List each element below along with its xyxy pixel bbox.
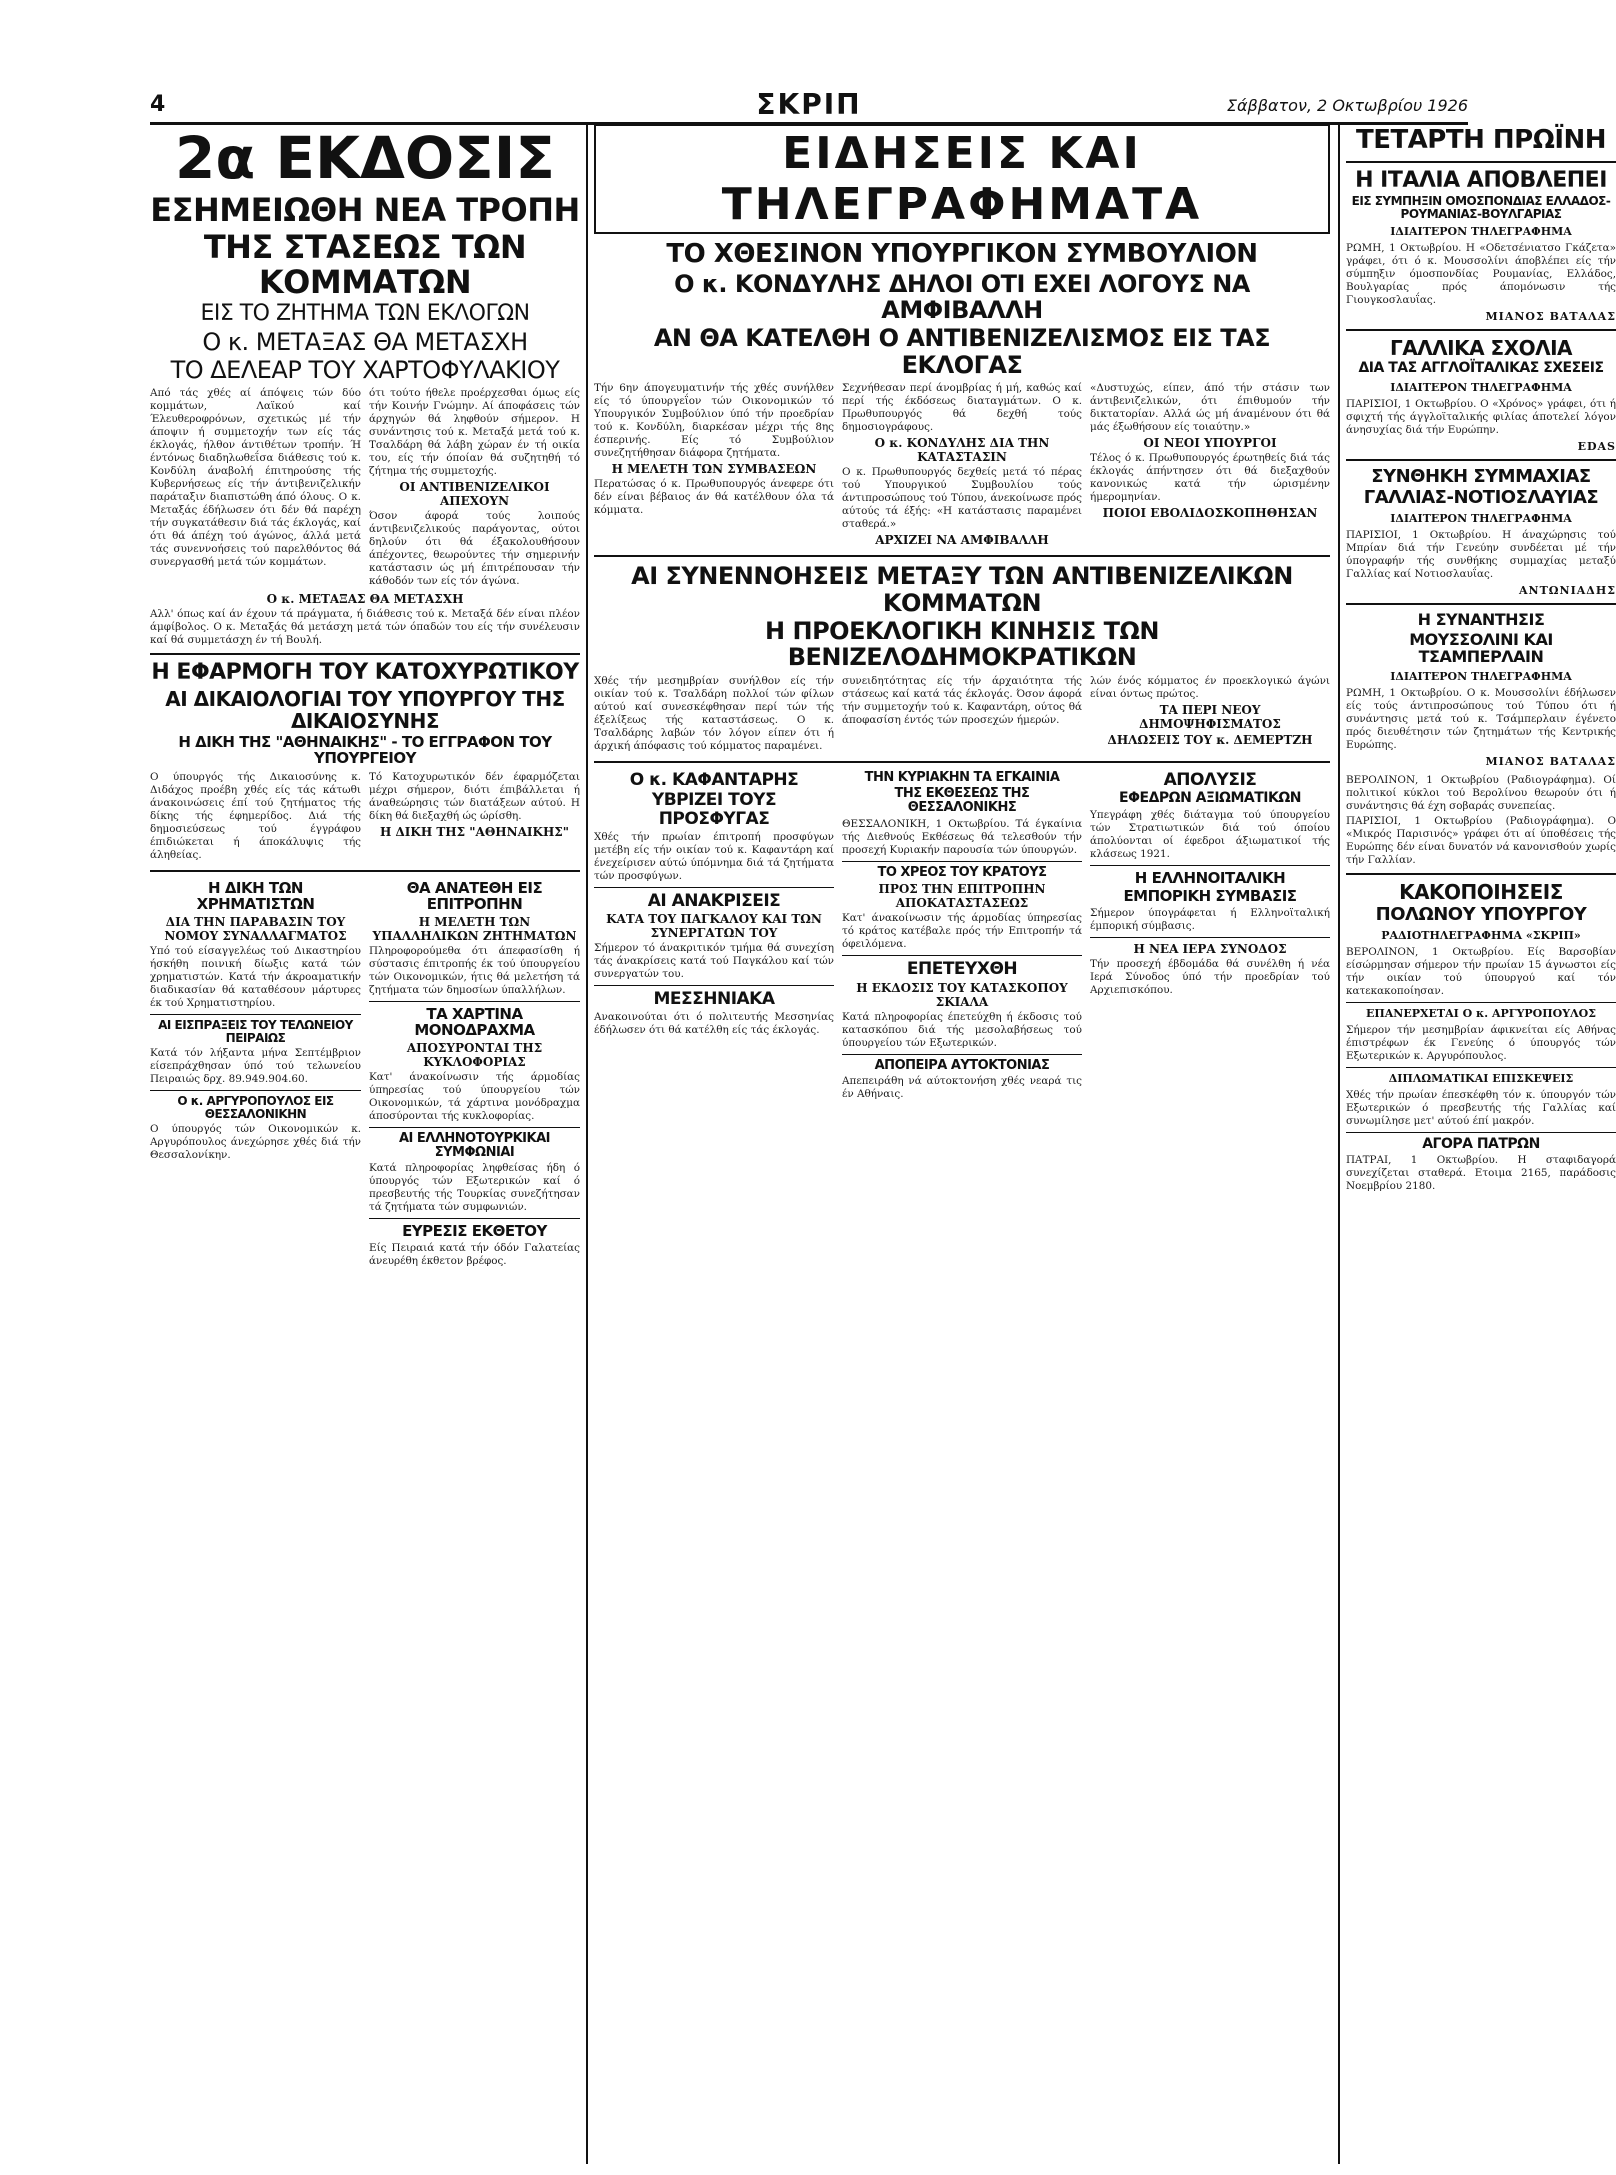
center-column <box>594 124 1330 2164</box>
section-subhead: Η ΜΕΛΕΤΗ ΤΩΝ ΣΥΜΒΑΣΕΩΝ <box>611 462 817 477</box>
headline: ΕΥΡΕΣΙΣ ΕΚΘΕΤΟΥ <box>402 1222 547 1241</box>
article-text: ότι τούτο ήθελε προέρχεσθαι όμως είς τήν Κοινήν Γνώμην. Αί άποφάσεις τών άρχηγών θά ληφθούν σήμερον. Η συνάντησις τού κ. Μεταξά μετά τού κ. Τσαλδάρη θά λάβη χώραν έν τή οικία του, είς τήν όποίαν θά συζητηθή τό ζήτημα τής συμμετοχής. <box>369 387 580 478</box>
headline: ΑΙ ΔΙΚΑΙΟΛΟΓΙΑΙ ΤΟΥ ΥΠΟΥΡΓΟΥ ΤΗΣ ΔΙΚΑΙΟΣΥΝΗΣ <box>165 686 565 733</box>
article-body <box>594 673 1330 755</box>
article-text: Περατώσας ό κ. Πρωθυπουργός άνεφερε ότι δέν είναι βέβαιος άν θά κατέλθουν όλα τά κόμματα. <box>594 478 834 517</box>
divider <box>1346 1132 1616 1133</box>
telegram-label: ΙΔΙΑΙΤΕΡΟΝ ΤΗΛΕΓΡΑΦΗΜΑ <box>1390 225 1572 239</box>
headline: ΠΟΛΩΝΟΥ ΥΠΟΥΡΓΟΥ <box>1375 903 1587 925</box>
headline: Η ΕΦΑΡΜΟΓΗ ΤΟΥ ΚΑΤΟΧΥΡΩΤΙΚΟΥ <box>151 660 579 686</box>
article-text: Σήμερον ύπογράφεται ή Ελληνοϊταλική έμπορική σύμβασις. <box>1090 906 1330 932</box>
article-text: ΡΩΜΗ, 1 Οκτωβρίου. Ο κ. Μουσσολίνι έδήλωσεν είς τούς άντιπροσώπους τού Τύπου ότι ή συνάντησις μετά τού κ. Τσάμπερλαιν έγένετο πρός διευθέτησιν τών ζητημάτων τής Κεντρικής Ευρώπης. <box>1346 686 1616 751</box>
headline: Η ΔΙΚΗ ΤΩΝ ΧΡΗΜΑΤΙΣΤΩΝ <box>196 878 315 914</box>
divider <box>369 1127 580 1128</box>
headline: ΥΒΡΙΖΕΙ ΤΟΥΣ ΠΡΟΣΦΥΓΑΣ <box>651 790 777 830</box>
divider <box>842 861 1082 862</box>
section-subhead: Ο κ. ΚΟΝΔΥΛΗΣ ΔΙΑ ΤΗΝ ΚΑΤΑΣΤΑΣΙΝ <box>874 436 1050 465</box>
headline: ΑΙ ΕΙΣΠΡΑΞΕΙΣ ΤΟΥ ΤΕΛΩΝΕΙΟΥ ΠΕΙΡΑΙΩΣ <box>158 1017 353 1045</box>
article-text: Ανακοινούται ότι ό πολιτευτής Μεσσηνίας έδήλωσεν ότι θά κατέλθη είς τάς έκλογάς. <box>594 1011 834 1037</box>
article-text: Κατά πληροφορίας ληφθείσας ήδη ό ύπουργός τών Εξωτερικών καί ό πρεσβευτής τής Τουρκίας συνεζήτησαν τά ζητήματα τών συμφωνιών. <box>369 1162 580 1214</box>
article-text: Χθές τήν μεσημβρίαν συνήλθον είς τήν οικίαν τού κ. Τσαλδάρη πολλοί τών φίλων αύτού καί συνεσκέφθησαν περί τών τής έξελίξεως τής καταστάσεως. Ο κ. Τσαλδάρης λαβών τόν λόγον είπεν ότι ή άρχική άπόφασις τού κόμματος παραμένει. <box>594 674 834 752</box>
headline: Η ΣΥΝΑΝΤΗΣΙΣ <box>1417 610 1545 630</box>
divider <box>594 887 834 888</box>
section-subhead: ΟΙ ΝΕΟΙ ΥΠΟΥΡΓΟΙ <box>1143 436 1277 451</box>
telegram-label: ΡΑΔΙΟΤΗΛΕΓΡΑΦΗΜΑ «ΣΚΡΙΠ» <box>1381 928 1581 942</box>
divider <box>1090 937 1330 938</box>
article-text: Κατά πληροφορίας έπετεύχθη ή έκδοσις τού κατασκόπου διά τής μεσολαβήσεως τού ύπουργείου τών Εξωτερικών. <box>842 1010 1082 1049</box>
headline: ΤΑ ΧΑΡΤΙΝΑ ΜΟΝΟΔΡΑΧΜΑ <box>414 1004 535 1040</box>
column-rule <box>1338 124 1340 2164</box>
section-subhead: Η ΔΙΚΗ ΤΗΣ "ΑΘΗΝΑΙΚΗΣ" <box>379 824 570 839</box>
article-text: «Δυστυχώς, είπεν, άπό τήν στάσιν των άντιβενιζελικών, ότι έπιθυμούν τήν δικτατορίαν. Αλλά ώς μή άναμένουν ότι θά μάς έξωθήσουν είς τοιαύτην.» <box>1090 382 1330 434</box>
article-text: Σήμερον τήν μεσημβρίαν άφικνείται είς Αθήνας έπιστρέφων έκ Γενεύης ό ύπουργός τών Εξωτερικών κ. Αργυρόπουλος. <box>1346 1023 1616 1062</box>
headline: ΕΣΗΜΕΙΩΘΗ ΝΕΑ ΤΡΟΠΗ <box>150 190 580 229</box>
headline: ΤΗΝ ΚΥΡΙΑΚΗΝ ΤΑ ΕΓΚΑΙΝΙΑ <box>864 769 1060 785</box>
section-subhead: ΔΗΛΩΣΕΙΣ ΤΟΥ κ. ΔΕΜΕΡΤΖΗ <box>1107 732 1313 747</box>
headline: ΑΠΟΠΕΙΡΑ ΑΥΤΟΚΤΟΝΙΑΣ <box>874 1057 1050 1073</box>
article-text: ΠΑΡΙΣΙΟΙ, 1 Οκτωβρίου. Η άναχώρησις τού Μπρίαν διά τήν Γενεύην συνδέεται μέ τήν ύπογραφήν τής συνθήκης συμμαχίας μεταξύ Γαλλίας καί Νοτιοσλαυΐας. <box>1346 529 1616 581</box>
telegram-label: ΙΔΙΑΙΤΕΡΟΝ ΤΗΛΕΓΡΑΦΗΜΑ <box>1390 669 1572 683</box>
headline: ΤΗΣ ΣΤΑΣΕΩΣ ΤΩΝ ΚΟΜΜΑΤΩΝ <box>203 228 527 302</box>
divider <box>1346 603 1616 605</box>
divider <box>1090 865 1330 866</box>
headline: ΑΠΟΛΥΣΙΣ <box>1163 769 1257 790</box>
headline: Η ΕΛΛΗΝΟΙΤΑΛΙΚΗ <box>1134 868 1286 887</box>
section-subhead: ΑΡΧΙΖΕΙ ΝΑ ΑΜΦΙΒΑΛΛΗ <box>875 533 1049 548</box>
section-subhead: ΠΟΙΟΙ ΕΒΟΛΙΔΟΣΚΟΠΗΘΗΣΑΝ <box>1102 506 1318 521</box>
headline: Ο κ. ΚΟΝΔΥΛΗΣ ΔΗΛΟΙ ΟΤΙ ΕΧΕΙ ΛΟΓΟΥΣ ΝΑ ΑΜΦΙΒΑΛΛΗ <box>674 269 1250 324</box>
headline: ΑΓΟΡΑ ΠΑΤΡΩΝ <box>1422 1135 1540 1152</box>
article-text: Ο ύπουργός τής Δικαιοσύνης κ. Διδάχος προέβη χθές είς τάς κάτωθι άνακοινώσεις έπί τού ζητήματος τής δίκης τής έφημερίδος. Διά τής δημοσιεύσεως τού έγγράφου έπιδιώκεται ή άποκάλυψις τής άληθείας. <box>150 770 361 861</box>
section-subhead: ΔΙΠΛΩΜΑΤΙΚΑΙ ΕΠΙΣΚΕΨΕΙΣ <box>1388 1071 1574 1085</box>
section-subhead: Η ΝΕΑ ΙΕΡΑ ΣΥΝΟΔΟΣ <box>1133 941 1287 956</box>
section-subhead: Ο κ. ΜΕΤΑΞΑΣ ΘΑ ΜΕΤΑΣΧΗ <box>266 592 464 607</box>
article-text: ΠΑΡΙΣΙΟΙ, 1 Οκτωβρίου (Ραδιογράφημα). Ο «Μικρός Παρισινός» γράφει ότι αί ύποθέσεις τής Ευρώπης δέν είναι δυνατόν νά κανονισθούν χωρίς τήν Γαλλίαν. <box>1346 814 1616 866</box>
section-banner: ΕΙΔΗΣΕΙΣ ΚΑΙ ΤΗΛΕΓΡΑΦΗΜΑΤΑ <box>594 124 1330 234</box>
section-subhead: Η ΕΚΔΟΣΙΣ ΤΟΥ ΚΑΤΑΣΚΟΠΟΥ ΣΚΙΑΛΑ <box>856 980 1068 1009</box>
right-column <box>1346 124 1616 2164</box>
section-subhead: ΑΠΟΣΥΡΟΝΤΑΙ ΤΗΣ ΚΥΚΛΟΦΟΡΙΑΣ <box>406 1040 543 1069</box>
article-text: συνειδητότητας είς τήν άρχαιότητα τής στάσεως καί κατά τάς έκλογάς. Όσον άφορά τήν συμμετοχήν τού κ. Καφαντάρη, ούτος θά άποφασίση έντός τών προσεχών ήμερών. <box>842 674 1082 726</box>
article-text: Τέλος ό κ. Πρωθυπουργός έρωτηθείς διά τάς έκλογάς άπήντησεν ότι θά διεξαχθούν κανονικώς κατά τήν ώρισμένην ήμερομηνίαν. <box>1090 452 1330 504</box>
article-text: ΒΕΡΟΛΙΝΟΝ, 1 Οκτωβρίου (Ραδιογράφημα). Οί πολιτικοί κύκλοι τού Βερολίνου θεωρούν ότι ή συνάντησις θά έχη σοβαράς συνεπείας. <box>1346 773 1616 812</box>
column-rule <box>586 124 588 2164</box>
divider <box>150 653 580 655</box>
divider <box>594 761 1330 763</box>
article-text: Ο ύπουργός τών Οικονομικών κ. Αργυρόπουλος άνεχώρησε χθές διά τήν Θεσσαλονίκην. <box>150 1123 361 1162</box>
article-body <box>150 385 580 590</box>
article-text: Απεπειράθη νά αύτοκτονήση χθές νεαρά τις έν Αθήναις. <box>842 1074 1082 1100</box>
page-number: 4 <box>150 92 166 117</box>
telegram-label: ΙΔΙΑΙΤΕΡΟΝ ΤΗΛΕΓΡΑΦΗΜΑ <box>1390 380 1572 394</box>
headline: Ο κ. ΑΡΓΥΡΟΠΟΥΛΟΣ ΕΙΣ ΘΕΣΣΑΛΟΝΙΚΗΝ <box>177 1093 334 1122</box>
byline: ΜΙΑΝΟΣ ΒΑΤΑΛΑΣ <box>1485 754 1616 768</box>
article-text: Σήμερον τό άνακριτικόν τμήμα θά συνεχίση τάς άνακρίσεις κατά τού Παγκάλου καί τών συνεργατών του. <box>594 942 834 981</box>
divider <box>594 555 1330 557</box>
divider <box>1346 329 1616 331</box>
newspaper-name: ΣΚΡΙΠ <box>756 88 862 121</box>
section-subhead: ΔΙΑ ΤΗΝ ΠΑΡΑΒΑΣΙΝ ΤΟΥ ΝΟΜΟΥ ΣΥΝΑΛΛΑΓΜΑΤΟΣ <box>164 914 347 943</box>
divider <box>594 985 834 986</box>
article-text: ΡΩΜΗ, 1 Οκτωβρίου. Η «Οδετσένιατσο Γκάζετα» γράφει, ότι ό κ. Μουσσολίνι άποβλέπει είς τήν σύμπηξιν όμοσπονδίας Ρουμανίας, Ελλάδος, Βουλγαρίας πρός άπομόνωσιν τής Γιουγκοσλαυΐας. <box>1346 242 1616 307</box>
article-text: λών ένός κόμματος έν προεκλογικώ άγώνι είναι όντως πρώτος. <box>1090 674 1330 700</box>
article-text: Τήν 6ην άπογευματινήν τής χθές συνήλθεν είς τό ύπουργεΐον τών Οικονομικών τό Υπουργικόν Συμβούλιον ύπό τήν προεδρίαν τού κ. Κονδύλη, διαρκέσαν μέχρι τής 8ης έσπερινής. Είς τό Συμβούλιον συνεζητήθησαν διάφορα ζητήματα. <box>594 382 834 460</box>
headline: ΤΟ ΧΘΕΣΙΝΟΝ ΥΠΟΥΡΓΙΚΟΝ ΣΥΜΒΟΥΛΙΟΝ <box>666 239 1258 269</box>
headline: ΘΑ ΑΝΑΤΕΘΗ ΕΙΣ ΕΠΙΤΡΟΠΗΝ <box>406 878 543 914</box>
article-text: Ο κ. Πρωθυπουργός δεχθείς μετά τό πέρας τού Υπουργικού Συμβουλίου τούς άντιπροσώπους τού Τύπου, άνεκοίνωσε πρός αύτούς τά έξής: «Η κατάστασις παραμένει σταθερά.» <box>842 466 1082 531</box>
section-subhead: ΕΠΑΝΕΡΧΕΤΑΙ Ο κ. ΑΡΓΥΡΟΠΟΥΛΟΣ <box>1366 1006 1596 1020</box>
article-text: ΠΑΡΙΣΙΟΙ, 1 Οκτωβρίου. Ο «Χρόνος» γράφει, ότι ή σφιχτή τής άγγλοϊταλικής φιλίας άποτελεί λόγον άνησυχίας διά τήν Ευρώπην. <box>1346 397 1616 436</box>
article-text: ΒΕΡΟΛΙΝΟΝ, 1 Οκτωβρίου. Είς Βαρσοβίαν είσώρμησαν σήμερον τήν πρωίαν 15 άγνωστοι είς τήν οικίαν τού ύπουργού καί τόν κατεκακοποίησαν. <box>1346 945 1616 997</box>
headline: Ο κ. ΚΑΦΑΝΤΑΡΗΣ <box>629 769 799 790</box>
subheadline: ΕΙΣ ΤΟ ΖΗΤΗΜΑ ΤΩΝ ΕΚΛΟΓΩΝ <box>200 301 530 327</box>
section-subhead: ΟΙ ΑΝΤΙΒΕΝΙΖΕΛΙΚΟΙ ΑΠΕΧΟΥΝ <box>399 480 550 509</box>
telegram-label: ΙΔΙΑΙΤΕΡΟΝ ΤΗΛΕΓΡΑΦΗΜΑ <box>1390 512 1572 526</box>
subheadline: Η ΔΙΚΗ ΤΗΣ "ΑΘΗΝΑΙΚΗΣ" - ΤΟ ΕΓΓΡΑΦΟΝ ΤΟΥ ΥΠΟΥΡΓΕΙΟΥ <box>178 732 552 768</box>
headline: Η ΠΡΟΕΚΛΟΓΙΚΗ ΚΙΝΗΣΙΣ ΤΩΝ ΒΕΝΙΖΕΛΟΔΗΜΟΚΡΑΤΙΚΩΝ <box>765 616 1159 672</box>
divider <box>150 870 580 872</box>
headline: Η ΙΤΑΛΙΑ ΑΠΟΒΛΕΠΕΙ <box>1355 167 1607 193</box>
divider <box>1346 459 1616 461</box>
subheadline: Ο κ. ΜΕΤΑΞΑΣ ΘΑ ΜΕΤΑΣΧΗ <box>202 327 528 356</box>
headline: ΕΜΠΟΡΙΚΗ ΣΥΜΒΑΣΙΣ <box>1123 887 1297 906</box>
divider <box>369 1218 580 1219</box>
divider <box>150 1014 361 1015</box>
headline: ΕΠΕΤΕΥΧΘΗ <box>906 958 1018 979</box>
article-text: ΘΕΣΣΑΛΟΝΙΚΗ, 1 Οκτωβρίου. Τά έγκαίνια τής Διεθνούς Εκθέσεως θά τελεσθούν τήν προσεχή Κυριακήν παρουσία τών ύπουργών. <box>842 817 1082 856</box>
article-text: Σεχνήθεσαν περί άνομβρίας ή μή, καθώς καί περί τής έκδόσεως διαταγμάτων. Ο κ. Πρωθυπουργός θά δεχθή τούς δημοσιογράφους. <box>842 382 1082 434</box>
divider <box>150 1090 361 1091</box>
lower-articles <box>150 878 580 1270</box>
divider <box>1346 1067 1616 1068</box>
article-text: Από τάς χθές αί άπόψεις τών δύο κομμάτων, Λαϊκού καί Έλευθεροφρόνων, σχετικώς μέ τήν άποψιν ή συμμετοχήν των είς τάς έκλογάς, ήλθον άντιθέτων τροπήν. Ή έντόνως διαδηλωθεΐσα διάθεσις τού κ. Κονδύλη άναβολή έπιτηρούσης τής Κυβερνήσεως είς τήν άντιβενιζελικήν παράταξιν διαπιστώθη άπό όλους. Ο κ. Μεταξάς έδήλωσεν ότι δέν θά παρέχη τήν συγκατάθεσιν διά τάς έκλογάς, καί ότι θά άπέχη τού άγώνος, άλλά μετά τάς συνεννοήσεις τού παρελθόντος θά συνεργασθή μετά τών κομμάτων. <box>150 387 361 569</box>
headline: ΜΕΣΣΗΝΙΑΚΑ <box>653 989 775 1010</box>
headline: ΚΑΚΟΠΟΙΗΣΕΙΣ <box>1399 879 1563 904</box>
divider <box>842 1054 1082 1055</box>
headline: ΑΙ ΕΛΛΗΝΟΤΟΥΡΚΙΚΑΙ ΣΥΜΦΩΝΙΑΙ <box>399 1130 550 1160</box>
byline: EDAS <box>1577 439 1616 453</box>
headline: ΑΙ ΣΥΝΕΝΝΟΗΣΕΙΣ ΜΕΤΑΞΥ ΤΩΝ ΑΝΤΙΒΕΝΙΖΕΛΙΚΩΝ ΚΟΜΜΑΤΩΝ <box>631 562 1293 617</box>
issue-date: Σάββατον, 2 Οκτωβρίου 1926 <box>1226 96 1468 115</box>
divider <box>1346 873 1616 875</box>
article-text: Χθές τήν πρωίαν έπιτροπή προσφύγων μετέβη είς τήν οικίαν τού κ. Καφαντάρη καί ένεχείρισεν αύτώ ύπόμνημα διά τά ζητήματα τών προσφύγων. <box>594 830 834 882</box>
article-text: Υπό τού είσαγγελέως τού Δικαστηρίου ήσκήθη ποινική δίωξις κατά τών χρηματιστών. Κατά τήν άκροαματικήν διαδικασίαν θά καταθέσουν μάρτυρες έκ τού Χρηματιστηρίου. <box>150 944 361 1009</box>
article-text: Κατ' άνακοίνωσιν τής άρμοδίας ύπηρεσίας τού ύπουργείου τών Οικονομικών, τά χάρτινα μονόδραχμα άποσύρονται τής κυκλοφορίας. <box>369 1070 580 1122</box>
divider <box>1346 1002 1616 1003</box>
headline: ΑΝ ΘΑ ΚΑΤΕΛΘΗ Ο ΑΝΤΙΒΕΝΙΖΕΛΙΣΜΟΣ ΕΙΣ ΤΑΣ ΕΚΛΟΓΑΣ <box>653 324 1271 379</box>
section-subhead: ΤΑ ΠΕΡΙ ΝΕΟΥ ΔΗΜΟΨΗΦΙΣΜΑΤΟΣ <box>1139 702 1281 731</box>
byline: ΑΝΤΩΝΙΑΔΗΣ <box>1518 584 1616 598</box>
article-text: Τό Κατοχυρωτικόν δέν έφαρμόζεται μέχρι σήμερον, διότι έπιβάλλεται ή άναθεώρησις τών διατάξεων αύτού. Η δίκη θά διεξαχθή ώς ώρίσθη. <box>369 770 580 822</box>
headline: ΤΟ ΧΡΕΟΣ ΤΟΥ ΚΡΑΤΟΥΣ <box>877 864 1047 880</box>
divider <box>369 1001 580 1002</box>
article-text: Κατά τόν λήξαντα μήνα Σεπτέμβριον είσεπράχθησαν ύπό τού τελωνείου Πειραιώς δρχ. 89.949.904.60. <box>150 1046 361 1085</box>
headline: ΤΕΤΑΡΤΗ ΠΡΩΪΝΗ <box>1355 125 1607 155</box>
left-column <box>150 124 580 2164</box>
headline: ΕΦΕΔΡΩΝ ΑΞΙΩΜΑΤΙΚΩΝ <box>1119 790 1301 807</box>
article-text: Πληροφορούμεθα ότι άπεφασίσθη ή σύστασις έπιτροπής έκ τού ύπουργείου τών Οικονομικών, ήτις θά μελετήση τά ζητήματα τών δημοσίων ύπαλλήλων. <box>369 944 580 996</box>
edition-heading: 2α ΕΚΔΟΣΙΣ <box>175 124 555 192</box>
byline: ΜΙΑΝΟΣ ΒΑΤΑΛΑΣ <box>1485 310 1616 324</box>
headline: ΑΙ ΑΝΑΚΡΙΣΕΙΣ <box>647 890 781 911</box>
article-text: ΠΑΤΡΑΙ, 1 Οκτωβρίου. Η σταφιδαγορά συνεχίζεται σταθερά. Ετοιμα 2165, παράδοσις Νοεμβρίου 2180. <box>1346 1154 1616 1193</box>
article-text: Κατ' άνακοίνωσιν τής άρμοδίας ύπηρεσίας τό κράτος κατέβαλε πρός τήν Επιτροπήν τά όφειλόμενα. <box>842 911 1082 950</box>
section-subhead: Η ΜΕΛΕΤΗ ΤΩΝ ΥΠΑΛΛΗΛΙΚΩΝ ΖΗΤΗΜΑΤΩΝ <box>372 914 577 943</box>
subheadline: ΕΙΣ ΣΥΜΠΗΞΙΝ ΟΜΟΣΠΟΝΔΙΑΣ ΕΛΛΑΔΟΣ-ΡΟΥΜΑΝΙΑΣ-ΒΟΥΛΓΑΡΙΑΣ <box>1351 193 1611 221</box>
lower-articles <box>594 769 1330 1103</box>
subheadline: ΤΟ ΔΕΛΕΑΡ ΤΟΥ ΧΑΡΤΟΦΥΛΑΚΙΟΥ <box>170 356 560 385</box>
divider <box>842 955 1082 956</box>
article-text: Αλλ' όπως καί άν έχουν τά πράγματα, ή διάθεσις τού κ. Μεταξά δέν είναι πλέον άμφίβολος. Ο κ. Μεταξάς θά μετάσχη μετά τών όπαδών του είς τήν συνέλευσιν καί θά συμμετάσχη έν τή Βουλή. <box>150 608 580 647</box>
article-body <box>150 769 580 864</box>
headline: ΓΑΛΛΙΚΑ ΣΧΟΛΙΑ <box>1389 336 1573 361</box>
subheadline: ΔΙΑ ΤΑΣ ΑΓΓΛΟΪΤΑΛΙΚΑΣ ΣΧΕΣΕΙΣ <box>1358 360 1604 377</box>
article-text: Είς Πειραιά κατά τήν όδόν Γαλατείας άνευρέθη έκθετον βρέφος. <box>369 1241 580 1267</box>
headline: ΓΑΛΛΙΑΣ-ΝΟΤΙΟΣΛΑΥΙΑΣ <box>1363 487 1599 509</box>
article-text: Χθές τήν πρωίαν έπεσκέφθη τόν κ. ύπουργόν τών Εξωτερικών ό πρεσβευτής τής Γαλλίας καί συνωμίλησε μετ' αύτού έπί μακρόν. <box>1346 1088 1616 1127</box>
masthead <box>150 88 1468 125</box>
article-text: Υπεγράφη χθές διάταγμα τού ύπουργείου τών Στρατιωτικών διά τού όποίου άπολύονται οί έφεδροι άξιωματικοί τής κλάσεως 1921. <box>1090 808 1330 860</box>
section-subhead: ΚΑΤΑ ΤΟΥ ΠΑΓΚΑΛΟΥ ΚΑΙ ΤΩΝ ΣΥΝΕΡΓΑΤΩΝ ΤΟΥ <box>606 912 822 941</box>
section-subhead: ΠΡΟΣ ΤΗΝ ΕΠΙΤΡΟΠΗΝ ΑΠΟΚΑΤΑΣΤΑΣΕΩΣ <box>878 881 1046 910</box>
headline: ΤΗΣ ΕΚΘΕΣΕΩΣ ΤΗΣ ΘΕΣΣΑΛΟΝΙΚΗΣ <box>894 786 1030 816</box>
article-body <box>594 380 1330 549</box>
headline: ΜΟΥΣΣΟΛΙΝΙ ΚΑΙ ΤΣΑΜΠΕΡΛΑΙΝ <box>1409 629 1553 667</box>
article-text: Τήν προσεχή έβδομάδα θά συνέλθη ή νέα Ιερά Σύνοδος ύπό τήν προεδρίαν τού Αρχιεπισκόπου. <box>1090 957 1330 996</box>
headline: ΣΥΝΘΗΚΗ ΣΥΜΜΑΧΙΑΣ <box>1371 465 1591 487</box>
divider <box>1346 161 1616 163</box>
article-text: Όσον άφορά τούς λοιπούς άντιβενιζελικούς παράγοντας, ούτοι δηλούν ότι θά έξακολουθήσουν άπέχοντες, θεωρούντες τήν σημερινήν κατάστασιν ώς μή έπιτρέπουσαν τήν κάθοδόν των είς τόν άγώνα. <box>369 510 580 588</box>
